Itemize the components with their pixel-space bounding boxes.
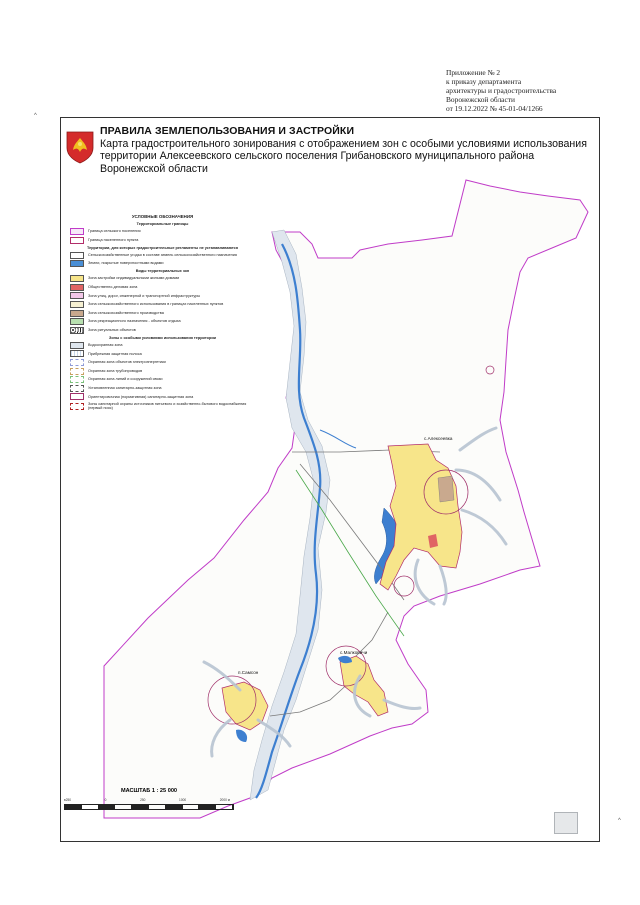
legend-label: Зоны санитарной охраны источников питьевого и хозяйственно-бытового водоснабжения (первый пояс): [88, 401, 247, 411]
scale-bar: [64, 788, 234, 810]
appendix-line: Воронежской области: [446, 95, 515, 104]
legend-swatch: [70, 376, 84, 383]
legend-swatch: [70, 393, 84, 400]
scale-title: МАСШТАБ 1 : 25 000: [120, 788, 178, 794]
appendix-line: к приказу департамента: [446, 77, 522, 86]
legend-label: Граница сельского поселения: [88, 229, 141, 234]
place-label: п.Самсон: [238, 670, 259, 675]
subtitle-line: Воронежской области: [100, 162, 208, 175]
scale-tick: в250: [64, 798, 72, 802]
legend: [70, 212, 255, 412]
legend-item: [70, 350, 255, 357]
legend-heading: УСЛОВНЫЕ ОБОЗНАЧЕНИЯ: [131, 214, 194, 219]
production-zone: [438, 476, 454, 502]
legend-swatch: [70, 310, 84, 317]
appendix-line: Приложение № 2: [446, 68, 501, 77]
legend-item: [70, 318, 255, 325]
legend-swatch: [70, 237, 84, 244]
legend-swatch: [70, 228, 84, 235]
legend-swatch: [70, 350, 84, 357]
title-block: [100, 125, 600, 175]
legend-label: Ориентировочная (нормативная) санитарно-защитная зона: [88, 394, 194, 399]
legend-item: [70, 376, 255, 383]
legend-item: [70, 260, 255, 267]
appendix-line: от 19.12.2022 № 45-01-04/1266: [446, 104, 543, 113]
legend-label: Зона улиц, дорог, инженерной и транспортной инфраструктуры: [88, 293, 201, 298]
legend-subheading: Территориальные границы: [136, 222, 189, 226]
scale-tick: 0: [104, 798, 107, 802]
scale-tick: 2000 м: [219, 798, 230, 802]
legend-swatch: [70, 342, 84, 349]
page-title: ПРАВИЛА ЗЕМЛЕПОЛЬЗОВАНИЯ И ЗАСТРОЙКИ: [100, 125, 355, 137]
legend-swatch: [70, 260, 84, 267]
legend-swatch: [70, 385, 84, 392]
legend-label: Зона рекреационного назначения - объектов отдыха: [88, 319, 181, 324]
legend-swatch: [70, 368, 84, 375]
legend-subheading: Территории, для которых градостроительные регламенты не устанавливаются: [86, 245, 238, 250]
appendix-line: архитектуры и градостроительства: [446, 86, 557, 95]
legend-item: [70, 310, 255, 317]
legend-label: Установленная санитарно-защитная зона: [88, 386, 162, 391]
place-label: с.Малковичи: [340, 650, 368, 655]
legend-label: Зона ритуальных объектов: [88, 328, 136, 333]
legend-item: [70, 359, 255, 366]
legend-item: [70, 275, 255, 282]
legend-label: Прибрежная защитная полоса: [88, 351, 142, 356]
legend-swatch: [70, 292, 84, 299]
legend-item: [70, 327, 255, 334]
legend-item: [70, 393, 255, 400]
scale-graphic: [64, 804, 234, 810]
page-subtitle: [100, 138, 600, 175]
legend-item: [70, 284, 255, 291]
corner-mark: ^: [618, 818, 621, 824]
legend-swatch: [70, 318, 84, 325]
coat-of-arms-icon: [65, 130, 95, 164]
subtitle-line: Карта градостроительного зонирования с отображением зон с особыми условиями использования: [100, 138, 587, 150]
legend-swatch: [70, 403, 84, 410]
legend-item: [70, 252, 255, 259]
stamp-logo-icon: [554, 812, 578, 834]
legend-subheading: Зоны с особыми условиями использования территории: [108, 335, 216, 340]
legend-item: [70, 301, 255, 308]
scale-tick: 250: [140, 798, 146, 802]
legend-item: [70, 342, 255, 349]
legend-swatch: [70, 252, 84, 259]
legend-item: [70, 402, 255, 411]
legend-swatch: [70, 327, 84, 334]
legend-label: Водоохранная зона: [88, 343, 123, 348]
legend-item: [70, 237, 255, 244]
subtitle-line: территории Алексеевского сельского поселения Грибановского муниципального района: [100, 150, 535, 163]
legend-label: Охранная зона объектов электроэнергетики: [88, 360, 166, 365]
place-label: с.Алексеевка: [424, 436, 453, 441]
legend-item: [70, 228, 255, 235]
corner-mark: ^: [34, 113, 37, 119]
legend-label: Граница населенного пункта: [88, 237, 139, 242]
legend-label: Общественно-деловая зона: [88, 285, 138, 290]
legend-item: [70, 368, 255, 375]
scale-ticks: [64, 798, 234, 802]
legend-swatch: [70, 284, 84, 291]
scale-tick: 1000: [179, 798, 187, 802]
legend-swatch: [70, 301, 84, 308]
legend-label: Зона сельскохозяйственного производства: [88, 310, 164, 315]
legend-swatch: [70, 359, 84, 366]
legend-label: Сельскохозяйственные угодья в составе земель сельскохозяйственного назначения: [88, 252, 237, 257]
legend-item: [70, 292, 255, 299]
legend-label: Земли, покрытые поверхностными водами: [88, 261, 164, 266]
legend-subheading: Виды территориальных зон: [135, 269, 190, 274]
legend-item: [70, 385, 255, 392]
legend-swatch: [70, 275, 84, 282]
legend-label: Охранная зона линий и сооружений связи: [88, 377, 163, 382]
legend-label: Зона сельскохозяйственного использования в границах населенных пунктов: [88, 302, 224, 307]
legend-label: Зона застройки индивидуальными жилыми домами: [88, 276, 180, 281]
legend-label: Охранная зона трубопроводов: [88, 368, 143, 373]
